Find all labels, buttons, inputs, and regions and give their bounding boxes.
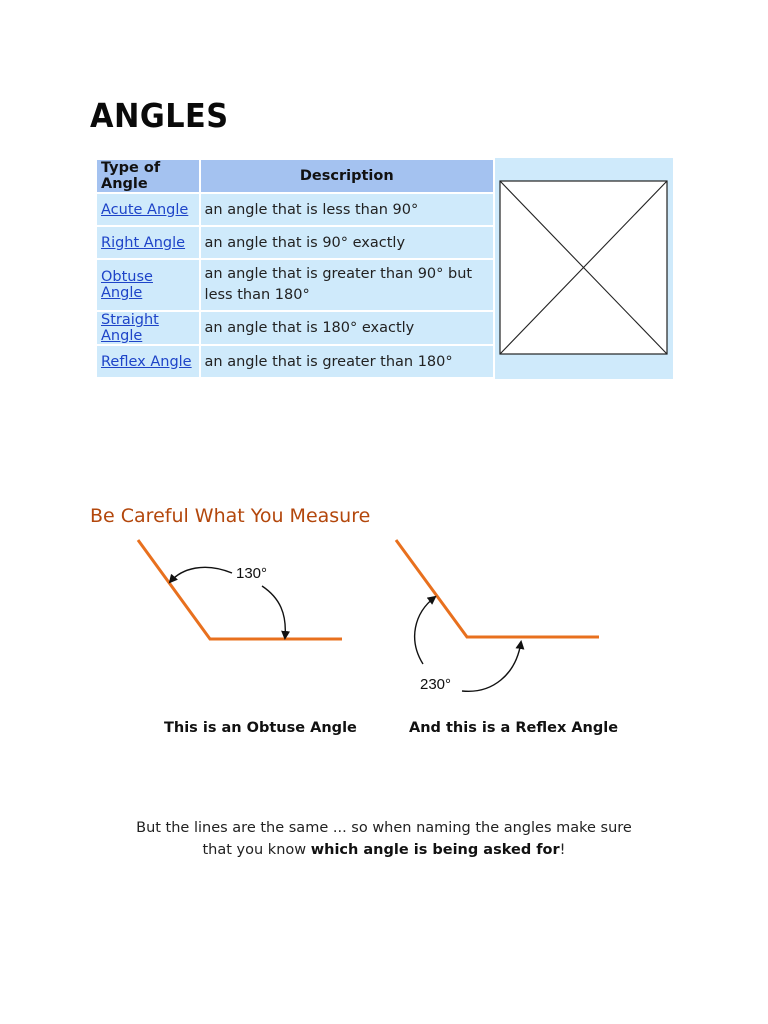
note-emphasis: which angle is being asked for [310, 842, 560, 858]
row-description: an angle that is 180° exactly [201, 312, 493, 344]
obtuse-angle-link[interactable]: Obtuse Angle [101, 269, 153, 301]
reflex-caption: And this is a Reflex Angle [409, 720, 619, 736]
row-description: an angle that is less than 90° [201, 194, 493, 225]
header-description: Description [201, 160, 493, 192]
straight-angle-link[interactable]: Straight Angle [101, 312, 159, 344]
obtuse-angle-label: 130° [236, 565, 268, 582]
row-description: an angle that is greater than 90° but less than 180° [201, 260, 493, 310]
note-line-2-suffix: ! [559, 842, 566, 858]
angle-types-table [95, 158, 495, 379]
obtuse-caption: This is an Obtuse Angle [164, 720, 357, 736]
table-row [97, 312, 493, 344]
reflex-angle-label: 230° [420, 676, 452, 693]
table-header-row [97, 160, 493, 192]
missing-image-placeholder [495, 158, 673, 379]
reflex-angle-lines [396, 540, 599, 637]
section-heading: Be Careful What You Measure [90, 505, 371, 527]
note-line-2-prefix: that you know [202, 842, 311, 858]
reflex-arc-arrow-left [415, 597, 435, 664]
table-row [97, 194, 493, 225]
acute-angle-link[interactable]: Acute Angle [101, 201, 189, 218]
right-angle-link[interactable]: Right Angle [101, 234, 186, 251]
note-line-2 [0, 839, 768, 861]
row-description: an angle that is greater than 180° [201, 346, 493, 377]
reflex-angle-link[interactable]: Reflex Angle [101, 353, 192, 370]
page-title: ANGLES [90, 96, 229, 135]
reflex-angle-figure [396, 540, 599, 693]
table-row [97, 227, 493, 258]
image-placeholder-icon [495, 158, 673, 379]
note-paragraph [0, 817, 768, 861]
angles-table-block [95, 158, 673, 379]
note-line-1: But the lines are the same ... so when naming the angles make sure [136, 820, 632, 836]
reflex-arc-arrow-right [462, 642, 521, 691]
row-description: an angle that is 90° exactly [201, 227, 493, 258]
obtuse-angle-lines [138, 540, 342, 639]
header-type: Type of Angle [97, 160, 199, 192]
obtuse-angle-figure [138, 540, 342, 639]
obtuse-arc-arrow-right [262, 586, 285, 638]
table-row [97, 346, 493, 377]
obtuse-arc-arrow-left [170, 567, 232, 582]
table-row [97, 260, 493, 310]
